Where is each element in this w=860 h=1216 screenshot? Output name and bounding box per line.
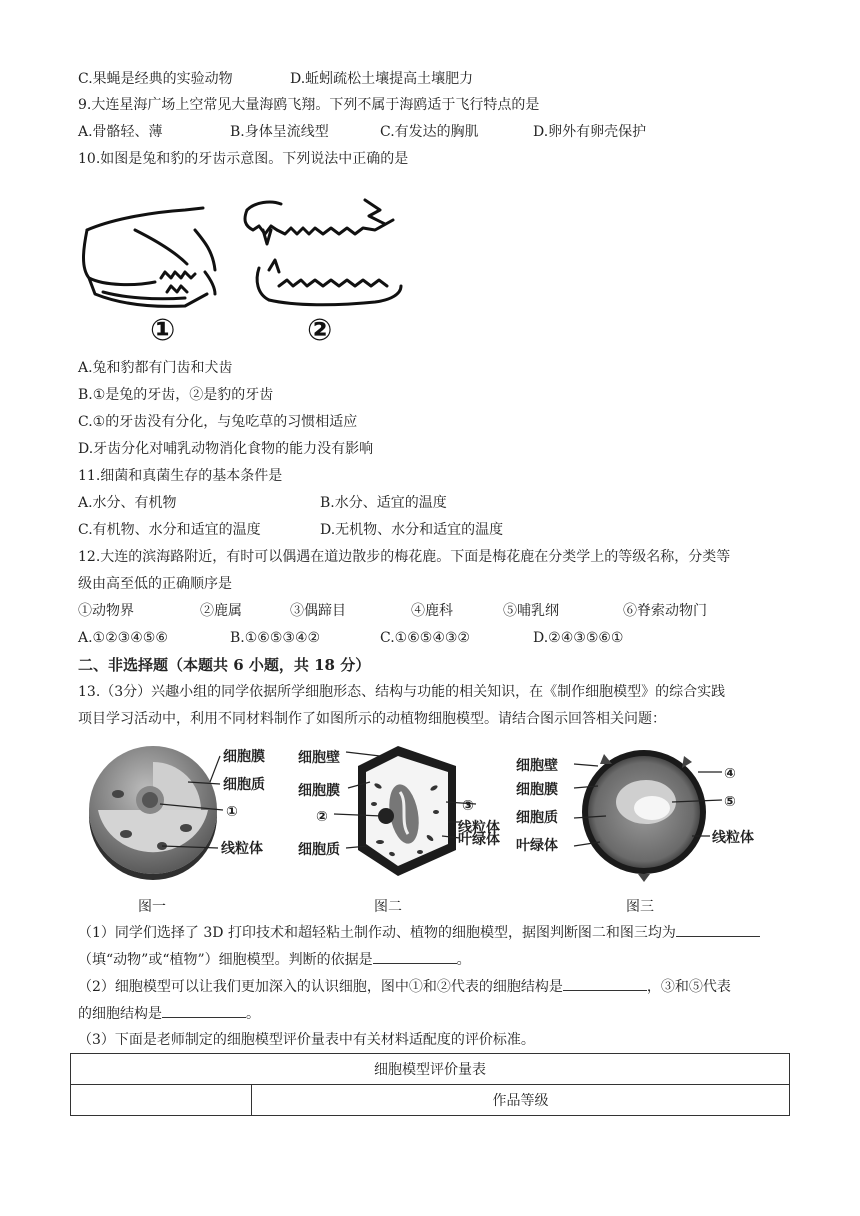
fig2-label-cytoplasm: 细胞质 xyxy=(298,842,340,858)
figure-2-caption: 图二 xyxy=(374,899,402,915)
fig2-label-wall: 细胞壁 xyxy=(298,750,340,766)
q13-part2-text1a: （2）细胞模型可以让我们更加深入的认识细胞，图中①和②代表的细胞结构是 xyxy=(78,979,563,995)
table-header-right: 作品等级 xyxy=(252,1085,790,1116)
q12-item-1: ①动物界 xyxy=(78,603,134,619)
evaluation-table xyxy=(70,1053,790,1116)
q12-stem-line2: 级由高至低的正确顺序是 xyxy=(78,576,232,592)
section-2-title: 二、非选择题（本题共 6 小题，共 18 分） xyxy=(78,656,371,674)
q8-option-d: D.蚯蚓疏松土壤提高土壤肥力 xyxy=(290,71,474,87)
q12-item-5: ⑤哺乳纲 xyxy=(503,603,559,619)
table-title: 细胞模型评价量表 xyxy=(71,1054,790,1085)
q13-part2-line1 xyxy=(78,976,731,997)
q9-option-a: A.骨骼轻、薄 xyxy=(78,124,163,140)
fig2-label-membrane: 细胞膜 xyxy=(298,783,340,799)
q11-option-a: A.水分、有机物 xyxy=(78,495,177,511)
q13-part2-text2b: 。 xyxy=(246,1006,260,1022)
q9-option-c: C.有发达的胸肌 xyxy=(380,124,479,140)
q11-option-b: B.水分、适宜的温度 xyxy=(320,495,447,511)
fig2-label-3: ③ xyxy=(462,798,474,814)
fig3-label-chloroplast: 叶绿体 xyxy=(516,838,558,854)
q8-option-c: C.果蝇是经典的实验动物 xyxy=(78,71,233,87)
fig3-label-mitochondria: 线粒体 xyxy=(712,830,754,846)
q11-option-c: C.有机物、水分和适宜的温度 xyxy=(78,522,261,538)
fig2-label-2: ② xyxy=(316,809,328,825)
answer-blank-4[interactable] xyxy=(162,1003,246,1018)
fig1-label-1: ① xyxy=(226,804,238,820)
q13-part3-line1: （3）下面是老师制定的细胞模型评价量表中有关材料适配度的评价标准。 xyxy=(78,1032,535,1048)
fig3-label-cytoplasm: 细胞质 xyxy=(516,810,558,826)
q13-part1-line1 xyxy=(78,922,760,943)
q9-option-b: B.身体呈流线型 xyxy=(230,124,329,140)
figure-2-plant-cell xyxy=(296,742,516,882)
q11-option-d: D.无机物、水分和适宜的温度 xyxy=(320,522,504,538)
q12-stem-line1: 12.大连的滨海路附近，有时可以偶遇在道边散步的梅花鹿。下面是梅花鹿在分类学上的等级名称，分类等 xyxy=(78,549,731,565)
q13-part1-text: （1）同学们选择了 3D 打印技术和超轻粘土制作动、植物的细胞模型，据图判断图二和图三均为 xyxy=(78,925,676,941)
q9-option-d: D.卵外有卵壳保护 xyxy=(533,124,647,140)
fig2-label-mitochondria: 线粒体 xyxy=(458,820,500,836)
figure-1-caption: 图一 xyxy=(138,899,166,915)
figure-1-animal-cell xyxy=(78,742,288,882)
fig3-label-wall: 细胞壁 xyxy=(516,758,558,774)
figure-3-caption: 图三 xyxy=(626,899,654,915)
q9-stem: 9.大连星海广场上空常见大量海鸥飞翔。下列不属于海鸥适于飞行特点的是 xyxy=(78,97,540,113)
q13-part2-text1b: ，③和⑤代表 xyxy=(646,979,731,995)
q13-part1-line2 xyxy=(78,949,471,970)
fig3-label-5: ⑤ xyxy=(724,794,736,810)
fig1-label-cytoplasm: 细胞质 xyxy=(223,777,265,793)
q12-option-c: C.①⑥⑤④③② xyxy=(380,630,470,646)
table-header-left xyxy=(71,1085,252,1116)
fig2-label-chloroplast: 叶绿体 xyxy=(458,832,500,848)
fig3-label-4: ④ xyxy=(724,766,736,782)
teeth-figure xyxy=(75,190,415,350)
q12-item-3: ③偶蹄目 xyxy=(290,603,346,619)
fig-label-1: ① xyxy=(150,313,176,348)
figure-3-plant-cell xyxy=(516,742,786,882)
q10-option-c: C.①的牙齿没有分化，与兔吃草的习惯相适应 xyxy=(78,414,358,430)
q13-part2-line2 xyxy=(78,1003,260,1024)
q10-option-a: A.兔和豹都有门齿和犬齿 xyxy=(78,360,233,376)
q12-option-a: A.①②③④⑤⑥ xyxy=(78,630,168,646)
q10-option-b: B.①是兔的牙齿，②是豹的牙齿 xyxy=(78,387,274,403)
q12-option-b: B.①⑥⑤③④② xyxy=(230,630,321,646)
fig1-label-membrane: 细胞膜 xyxy=(223,749,265,765)
q11-stem: 11.细菌和真菌生存的基本条件是 xyxy=(78,468,283,484)
fig1-label-mitochondria: 线粒体 xyxy=(221,841,263,857)
answer-blank-1[interactable] xyxy=(676,922,760,937)
fig3-label-membrane: 细胞膜 xyxy=(516,782,558,798)
q13-part1-text2a: （填“动物”或“植物”）细胞模型。判断的依据是 xyxy=(78,952,373,968)
q12-item-2: ②鹿属 xyxy=(200,603,242,619)
q10-stem: 10.如图是兔和豹的牙齿示意图。下列说法中正确的是 xyxy=(78,151,409,167)
q13-stem-line2: 项目学习活动中，利用不同材料制作了如图所示的动植物细胞模型。请结合图示回答相关问题： xyxy=(78,711,666,727)
answer-blank-2[interactable] xyxy=(373,949,457,964)
fig-label-2: ② xyxy=(307,313,333,348)
q13-stem-line1: 13.（3分）兴趣小组的同学依据所学细胞形态、结构与功能的相关知识，在《制作细胞模型》的综合实践 xyxy=(78,684,726,700)
answer-blank-3[interactable] xyxy=(563,976,647,991)
q13-part1-text2b: 。 xyxy=(456,952,471,968)
q12-option-d: D.②④③⑤⑥① xyxy=(533,630,624,646)
q12-item-4: ④鹿科 xyxy=(411,603,453,619)
q12-item-6: ⑥脊索动物门 xyxy=(623,603,707,619)
q10-option-d: D.牙齿分化对哺乳动物消化食物的能力没有影响 xyxy=(78,441,374,457)
q13-part2-text2a: 的细胞结构是 xyxy=(78,1006,162,1022)
